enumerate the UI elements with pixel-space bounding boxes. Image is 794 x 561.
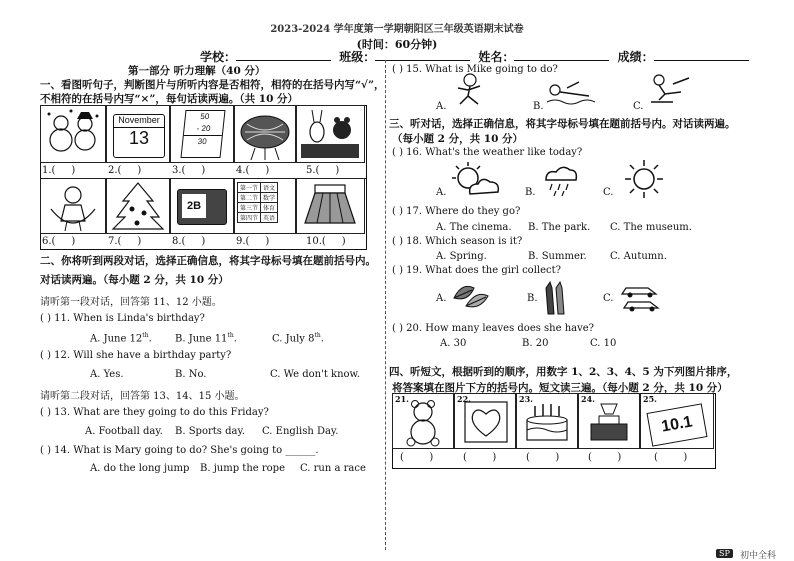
pencils-icon xyxy=(542,280,572,318)
section3-title-line1: 三、听对话，选择正确信息，将其字母标号填在题前括号内。对话读两遍。 xyxy=(389,118,736,130)
q11-option-c[interactable]: C. July 8th. xyxy=(272,332,324,345)
skirt-icon xyxy=(297,179,363,233)
column-divider xyxy=(385,60,386,550)
exam-title: 2023-2024 学年度第一学期朝阳区三年级英语期末试卷 xyxy=(270,24,524,35)
q17-option-c[interactable]: C. The museum. xyxy=(610,222,692,233)
q16-option-c[interactable]: C. xyxy=(603,187,614,198)
q13-option-c[interactable]: C. English Day. xyxy=(262,426,339,437)
q16-option-b[interactable]: B. xyxy=(525,187,536,198)
section4-title-line2: 将答案填在图片下方的括号内。短文读三遍。（每小题 2 分，共 10 分） xyxy=(392,382,728,394)
q19-option-b[interactable]: B. xyxy=(527,293,538,304)
girl-jump-rope-icon xyxy=(41,179,105,233)
calendar-icon xyxy=(113,114,165,158)
question-15: ( ) 15. What is Mike going to do? xyxy=(392,64,558,75)
q12-option-b[interactable]: B. No. xyxy=(175,369,207,380)
eraser-icon: 2B xyxy=(177,189,227,225)
name-blank[interactable] xyxy=(514,50,609,61)
q14-option-c[interactable]: C. run a race xyxy=(300,463,366,474)
section1-title-line1: 一、看图听句子，判断图片与所听内容是否相符，相符的在括号内写“√”， xyxy=(40,79,385,91)
boy-swimming-icon xyxy=(545,78,595,108)
picture-cell-6 xyxy=(40,178,106,234)
question-17: ( ) 17. Where do they go? xyxy=(392,206,521,217)
answer-slot-22[interactable]: ( ) xyxy=(463,452,497,463)
picture-cell-2 xyxy=(106,105,170,163)
question-18: ( ) 18. Which season is it? xyxy=(392,236,523,247)
lantern-icon xyxy=(235,106,295,162)
score-blank[interactable] xyxy=(654,50,749,61)
calendar-month: November xyxy=(114,115,164,128)
q16-image-a xyxy=(448,160,502,200)
question-14: ( ) 14. What is Mary going to do? She's going to ______. xyxy=(40,445,319,456)
section2-title-line1: 二、你将听到两段对话，选择正确信息，将其字母标号填在题前括号内。 xyxy=(40,255,376,267)
answer-slot-4[interactable]: 4.( ) xyxy=(236,165,270,176)
animals-podium-icon xyxy=(297,106,363,162)
picture-cell-22: 22. xyxy=(454,393,516,449)
watermark-badge: SP xyxy=(716,549,733,558)
student-info-line xyxy=(200,48,753,65)
answer-slot-23[interactable]: ( ) xyxy=(526,452,560,463)
class-blank[interactable] xyxy=(375,50,470,61)
picture-cell-23: 23. xyxy=(516,393,578,449)
q13-option-a[interactable]: A. Football day. xyxy=(85,426,163,437)
q15-image-c xyxy=(645,72,693,106)
q19-image-b xyxy=(542,280,572,318)
toy-cars-icon xyxy=(618,280,662,314)
school-label: 学校： xyxy=(200,50,237,64)
q17-option-a[interactable]: A. The cinema. xyxy=(436,222,512,233)
question-13: ( ) 13. What are they going to do this Friday? xyxy=(40,407,269,418)
q11-option-a[interactable]: A. June 12th. xyxy=(90,332,152,345)
boy-running-icon xyxy=(450,72,490,108)
answer-slot-21[interactable]: ( ) xyxy=(400,452,434,463)
q16-image-b xyxy=(540,162,580,198)
christmas-tree-icon xyxy=(107,179,169,233)
picture-cell-1 xyxy=(40,105,106,163)
picture-cell-5 xyxy=(296,105,365,163)
section4-title-line1: 四、听短文，根据听到的顺序，用数字 1、2、3、4、5 为下列图片排序， xyxy=(389,366,738,378)
q20-option-a[interactable]: A. 30 xyxy=(440,338,467,349)
question-19: ( ) 19. What does the girl collect? xyxy=(392,265,561,276)
answer-slot-3[interactable]: 3.( ) xyxy=(172,165,206,176)
picture-cell-9 xyxy=(234,178,296,234)
q14-option-a[interactable]: A. do the long jump xyxy=(90,463,190,474)
q17-option-b[interactable]: B. The park. xyxy=(528,222,591,233)
q20-option-c[interactable]: C. 10 xyxy=(590,338,617,349)
score-label: 成绩： xyxy=(617,50,654,64)
picture-cell-8 xyxy=(170,178,234,234)
q20-option-b[interactable]: B. 20 xyxy=(522,338,549,349)
q11-option-b[interactable]: B. June 11th. xyxy=(175,332,237,345)
dialogue2-intro: 请听第二段对话，回答第 13、14、15 小题。 xyxy=(40,391,245,402)
calendar-day: 13 xyxy=(128,128,150,148)
class-label: 班级： xyxy=(339,50,376,64)
question-16: ( ) 16. What's the weather like today? xyxy=(392,147,583,158)
leaves-icon xyxy=(450,278,490,314)
question-12: ( ) 12. Will she have a birthday party? xyxy=(40,350,232,361)
school-blank[interactable] xyxy=(236,50,331,61)
q16-image-c xyxy=(622,158,666,200)
boy-skating-icon xyxy=(645,72,693,106)
watermark-text: 初中全科 xyxy=(740,551,777,561)
q15-option-b[interactable]: B. xyxy=(533,101,544,112)
dialogue1-intro: 请听第一段对话，回答第 11、12 小题。 xyxy=(40,297,222,308)
math-paper-icon: 50 - 20 30 xyxy=(180,110,225,158)
name-label: 姓名： xyxy=(478,50,515,64)
part1-title: 第一部分 听力理解（40 分） xyxy=(128,65,266,77)
rain-cloud-icon xyxy=(540,162,580,198)
q16-option-a[interactable]: A. xyxy=(436,187,447,198)
q13-option-b[interactable]: B. Sports day. xyxy=(175,426,245,437)
q19-image-c xyxy=(618,280,662,314)
answer-slot-2[interactable]: 2.( ) xyxy=(108,165,142,176)
answer-slot-24[interactable]: ( ) xyxy=(588,452,622,463)
section1-title-line2: 不相符的在括号内写“×”，每句话读两遍。（共 10 分） xyxy=(40,93,299,105)
picture-cell-21: 21. xyxy=(392,393,454,449)
answer-slot-7[interactable]: 7.( ) xyxy=(108,236,142,247)
answer-slot-6[interactable]: 6.( ) xyxy=(42,236,76,247)
picture-cell-10 xyxy=(296,178,365,234)
sun-cloud-icon xyxy=(448,160,502,200)
section3-title-line2: （每小题 2 分，共 10 分） xyxy=(392,133,524,145)
q12-option-a[interactable]: A. Yes. xyxy=(90,369,124,380)
answer-slot-1[interactable]: 1.( ) xyxy=(42,165,76,176)
picture-cell-25: 25. 10.1 xyxy=(640,393,714,449)
class-schedule-table: 第一节 语文 第二节 数学 第三节 体育 第四节 英语 xyxy=(237,182,278,223)
picture-cell-7 xyxy=(106,178,170,234)
q18-option-c[interactable]: C. Autumn. xyxy=(610,251,667,262)
answer-slot-8[interactable]: 8.( ) xyxy=(172,236,206,247)
snowman-kids-icon xyxy=(41,106,105,162)
q19-image-a xyxy=(450,278,490,314)
picture-cell-3 xyxy=(170,105,234,163)
section2-title-line2: 对话读两遍。（每小题 2 分，共 10 分） xyxy=(40,274,229,286)
picture-cell-4 xyxy=(234,105,296,163)
answer-slot-9[interactable]: 9.( ) xyxy=(236,236,270,247)
q18-option-a[interactable]: A. Spring. xyxy=(436,251,487,262)
answer-slot-5[interactable]: 5.( ) xyxy=(306,165,340,176)
answer-slot-25[interactable]: ( ) xyxy=(654,452,688,463)
exam-time: (时间：60分钟) xyxy=(356,38,438,51)
q15-option-c[interactable]: C. xyxy=(633,101,644,112)
q15-image-a xyxy=(450,72,490,108)
q19-option-a[interactable]: A. xyxy=(436,293,447,304)
q14-option-b[interactable]: B. jump the rope xyxy=(200,463,285,474)
answer-slot-10[interactable]: 10.( ) xyxy=(306,236,346,247)
q18-option-b[interactable]: B. Summer. xyxy=(528,251,587,262)
picture-cell-24: 24. xyxy=(578,393,640,449)
q19-option-c[interactable]: C. xyxy=(603,293,614,304)
question-11: ( ) 11. When is Linda's birthday? xyxy=(40,313,205,324)
q12-option-c[interactable]: C. We don't know. xyxy=(270,369,361,380)
q15-option-a[interactable]: A. xyxy=(436,101,447,112)
question-20: ( ) 20. How many leaves does she have? xyxy=(392,323,595,334)
q15-image-b xyxy=(545,78,595,108)
national-day-card: 10.1 xyxy=(646,403,707,446)
sun-icon xyxy=(622,158,666,200)
